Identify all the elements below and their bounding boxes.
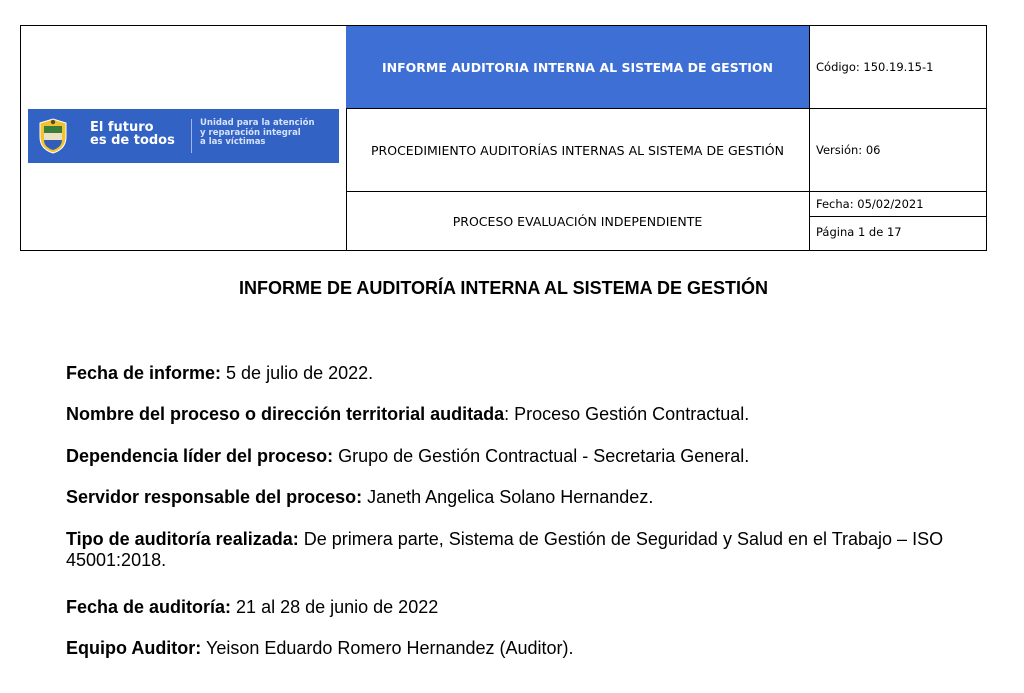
page-number: Página 1 de 17 <box>816 225 902 239</box>
procedure-name: PROCEDIMIENTO AUDITORÍAS INTERNAS AL SISTEMA DE GESTIÓN <box>346 109 809 192</box>
field-audit-type: Tipo de auditoría realizada: De primera parte, Sistema de Gestión de Seguridad y Salud en el Trabajo – ISO 45001:2018. <box>66 529 944 570</box>
logo-divider <box>191 119 192 153</box>
institution-logo <box>28 109 339 163</box>
document-date: Fecha: 05/02/2021 <box>810 192 987 217</box>
logo-slogan: El futuro es de todos <box>90 120 175 148</box>
field-report-date: Fecha de informe: 5 de julio de 2022. <box>66 363 374 383</box>
coat-of-arms-icon <box>36 117 70 155</box>
field-responsible-officer: Servidor responsable del proceso: Janeth Angelica Solano Hernandez. <box>66 487 654 507</box>
document-header-table <box>20 25 987 251</box>
field-audit-date: Fecha de auditoría: 21 al 28 de junio de 2022 <box>66 597 439 617</box>
header-center-column <box>346 26 809 250</box>
field-process-name: Nombre del proceso o dirección territorial auditada: Proceso Gestión Contractual. <box>66 404 750 424</box>
header-meta-column <box>809 26 987 250</box>
document-code: Código: 150.19.15-1 <box>810 26 987 109</box>
logo-cell <box>21 26 347 250</box>
report-header-title: INFORME AUDITORIA INTERNA AL SISTEMA DE GESTION <box>346 26 809 109</box>
field-lead-dependency: Dependencia líder del proceso: Grupo de Gestión Contractual - Secretaria General. <box>66 446 750 466</box>
page-title: INFORME DE AUDITORÍA INTERNA AL SISTEMA DE GESTIÓN <box>238 278 769 298</box>
logo-entity-name: Unidad para la atención y reparación integral a las víctimas <box>200 118 315 147</box>
field-audit-team: Equipo Auditor: Yeison Eduardo Romero Hernandez (Auditor). <box>66 638 574 658</box>
process-name: PROCESO EVALUACIÓN INDEPENDIENTE <box>452 213 703 229</box>
document-version: Versión: 06 <box>810 109 987 192</box>
